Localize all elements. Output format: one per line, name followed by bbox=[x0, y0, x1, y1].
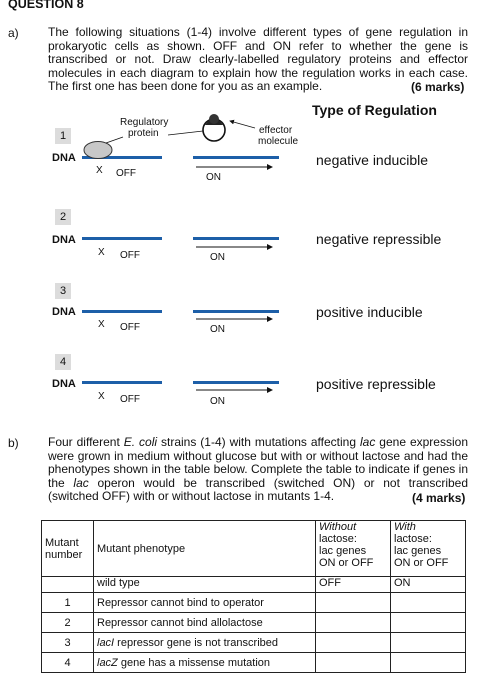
header-mutant-phenotype: Mutant phenotype bbox=[94, 521, 316, 577]
table-row bbox=[42, 613, 466, 633]
row-phenotype: Repressor cannot bind to operator bbox=[94, 593, 316, 613]
situation-number-3: 3 bbox=[55, 283, 71, 299]
row-with-lactose-input[interactable] bbox=[391, 593, 466, 613]
header-mutant-line2: number bbox=[45, 548, 83, 561]
row-phenotype-text: repressor gene is not transcribed bbox=[114, 636, 278, 649]
regulatory-pointer-line bbox=[106, 137, 123, 143]
lac-italic-2: lac bbox=[73, 475, 89, 490]
part-b-marks: (4 marks) bbox=[412, 491, 466, 505]
on-label-4: ON bbox=[210, 396, 225, 407]
header-with-line2: lactose: bbox=[394, 533, 432, 545]
off-label-1: OFF bbox=[116, 168, 136, 179]
on-label-1: ON bbox=[206, 172, 221, 183]
x-mark-3: X bbox=[98, 319, 105, 330]
ecoli-italic: E. coli bbox=[123, 435, 158, 449]
regulation-type-4: positive repressible bbox=[316, 376, 436, 392]
header-without-line4: ON or OFF bbox=[319, 557, 374, 569]
row-with-lactose-input[interactable] bbox=[391, 613, 466, 633]
header-with-line4: ON or OFF bbox=[394, 557, 449, 569]
row-phenotype bbox=[94, 633, 316, 653]
part-b-text-1: Four different bbox=[48, 435, 124, 449]
x-mark-1: X bbox=[96, 165, 103, 176]
row-number: 3 bbox=[42, 633, 94, 653]
dna-label-4: DNA bbox=[52, 378, 76, 390]
on-label-2: ON bbox=[210, 252, 225, 263]
row-without-lactose-input[interactable] bbox=[316, 593, 391, 613]
header-without-line3: lac genes bbox=[319, 545, 367, 557]
part-a-instructions: The following situations (1-4) involve different types of gene regulation in prokaryotic cells as shown. OFF and ON refer to whether the gene is transcribed or not. Draw clearly-labelled regulatory proteins and effector molecules in each diagram to explain how the regulation works in each case. The first one has been done for you as an example. bbox=[48, 25, 468, 94]
part-b-text bbox=[48, 436, 468, 504]
situation-number-1: 1 bbox=[55, 128, 71, 144]
dna-label-1: DNA bbox=[52, 152, 76, 164]
off-label-2: OFF bbox=[120, 250, 140, 261]
table-row bbox=[42, 653, 466, 673]
mutant-table bbox=[41, 520, 466, 673]
regulation-type-3: positive inducible bbox=[316, 304, 423, 320]
situation-number-4: 4 bbox=[55, 354, 71, 370]
x-mark-2: X bbox=[98, 247, 105, 258]
row-number: 4 bbox=[42, 653, 94, 673]
effector-pointer-arrow bbox=[230, 121, 255, 128]
part-a-label: a) bbox=[8, 26, 19, 40]
row-phenotype-italic: lacZ bbox=[97, 656, 118, 669]
row-phenotype: wild type bbox=[94, 577, 316, 593]
part-b-label: b) bbox=[8, 436, 19, 450]
effector-molecule-shape bbox=[209, 114, 219, 124]
situation-number-2: 2 bbox=[55, 209, 71, 225]
effector-label-line1: effector bbox=[259, 125, 293, 136]
table-row bbox=[42, 593, 466, 613]
row-with-lactose: ON bbox=[391, 577, 466, 593]
header-without-line1: Without bbox=[319, 521, 357, 533]
part-b-text-4: operon would be transcribed (switched ON) or not transcribed (switched OFF) with or without lactose in mutants 1-4. bbox=[48, 475, 469, 504]
lac-italic: lac bbox=[360, 435, 376, 449]
regulation-type-1: negative inducible bbox=[316, 152, 429, 168]
type-of-regulation-heading: Type of Regulation bbox=[312, 102, 437, 118]
header-with-lactose bbox=[391, 521, 466, 577]
row-with-lactose-input[interactable] bbox=[391, 633, 466, 653]
row-without-lactose-input[interactable] bbox=[316, 653, 391, 673]
off-label-3: OFF bbox=[120, 322, 140, 333]
regulatory-label-line2: protein bbox=[128, 128, 159, 139]
off-label-4: OFF bbox=[120, 394, 140, 405]
table-row bbox=[42, 633, 466, 653]
dna-label-2: DNA bbox=[52, 234, 76, 246]
part-b-text-2: strains (1-4) with mutations affecting bbox=[157, 435, 360, 449]
row-phenotype-italic: lacI bbox=[97, 636, 115, 649]
regulatory-label-line1: Regulatory bbox=[120, 117, 169, 128]
row-phenotype bbox=[94, 653, 316, 673]
x-mark-4: X bbox=[98, 391, 105, 402]
question-title: QUESTION 8 bbox=[8, 0, 84, 11]
header-without-line2: lactose: bbox=[319, 533, 357, 545]
row-number: 2 bbox=[42, 613, 94, 633]
on-label-3: ON bbox=[210, 324, 225, 335]
header-without-lactose bbox=[316, 521, 391, 577]
table-header-row bbox=[42, 521, 466, 577]
part-a-marks: (6 marks) bbox=[411, 80, 465, 94]
regulatory-protein-shape bbox=[84, 142, 112, 159]
row-phenotype-text: gene has a missense mutation bbox=[117, 656, 271, 669]
row-phenotype: Repressor cannot bind allolactose bbox=[94, 613, 316, 633]
effector-label-line2: molecule bbox=[258, 136, 299, 147]
header-mutant-number bbox=[42, 521, 94, 577]
protein-pointer-line bbox=[168, 131, 203, 135]
table-row bbox=[42, 577, 466, 593]
row-without-lactose-input[interactable] bbox=[316, 613, 391, 633]
part-b-text-3: gene expression were grown in medium without glucose but with or without lactose and had the phenotypes shown in the table below. Complete the table to indicate if genes in the bbox=[48, 435, 468, 490]
row-with-lactose-input[interactable] bbox=[391, 653, 466, 673]
regulation-type-2: negative repressible bbox=[316, 231, 442, 247]
header-with-line1: With bbox=[394, 521, 416, 533]
header-with-line3: lac genes bbox=[394, 545, 442, 557]
dna-label-3: DNA bbox=[52, 306, 76, 318]
row-number bbox=[42, 577, 94, 593]
row-number: 1 bbox=[42, 593, 94, 613]
row-without-lactose: OFF bbox=[316, 577, 391, 593]
row-without-lactose-input[interactable] bbox=[316, 633, 391, 653]
header-mutant-line1: Mutant bbox=[45, 536, 79, 549]
